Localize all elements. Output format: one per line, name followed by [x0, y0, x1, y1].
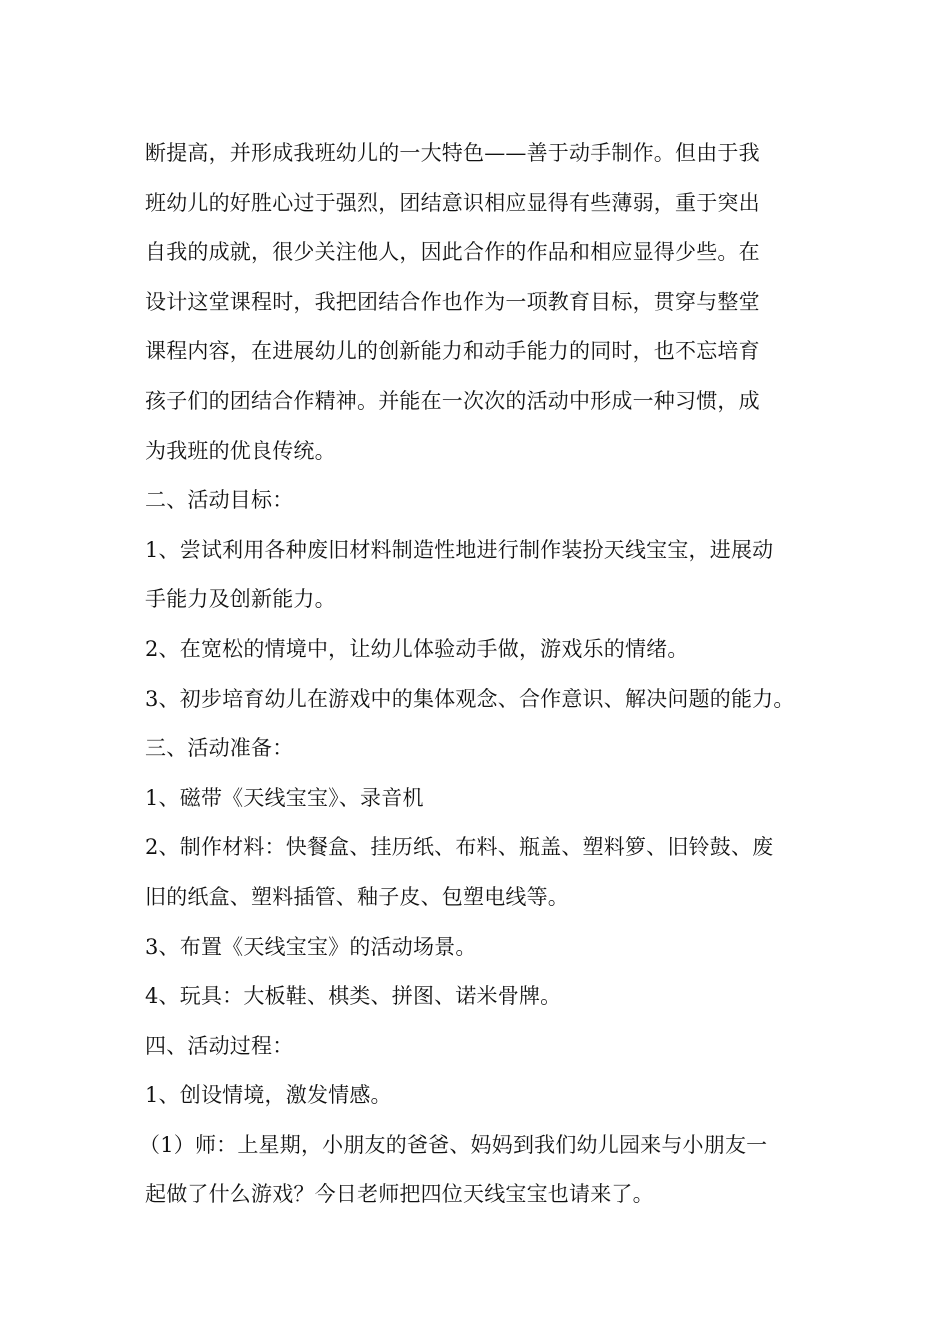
- list-item: 1、磁带《天线宝宝》、录音机: [145, 785, 424, 810]
- list-item: 2、在宽松的情境中，让幼儿体验动手做，游戏乐的情绪。: [145, 636, 689, 661]
- paragraph-line: 设计这堂课程时，我把团结合作也作为一项教育目标，贯穿与整堂: [145, 289, 760, 314]
- list-item: 3、布置《天线宝宝》的活动场景。: [145, 934, 477, 959]
- list-item: 3、初步培育幼儿在游戏中的集体观念、合作意识、解决问题的能力。: [145, 686, 795, 711]
- paragraph-line: 断提高，并形成我班幼儿的一大特色——善于动手制作。但由于我: [145, 141, 760, 165]
- section-heading: 三、活动准备：: [145, 736, 294, 761]
- document-body: [139, 129, 825, 1220]
- section-heading: 四、活动过程：: [145, 1033, 294, 1058]
- paragraph-line: 自我的成就，很少关注他人，因此合作的作品和相应显得少些。在: [145, 240, 760, 265]
- paragraph-line: 孩子们的团结合作精神。并能在一次次的活动中形成一种习惯，成: [145, 388, 760, 413]
- sub-item: （1）师：上星期，小朋友的爸爸、妈妈到我们幼儿园来与小朋友一: [139, 1132, 768, 1157]
- list-item: 1、创设情境，激发情感。: [145, 1083, 392, 1108]
- list-item: 4、玩具：大板鞋、棋类、拼图、诺米骨牌。: [145, 984, 562, 1009]
- list-item-continuation: 手能力及创新能力。: [145, 587, 336, 612]
- paragraph-line: 班幼儿的好胜心过于强烈，团结意识相应显得有些薄弱，重于突出: [145, 190, 760, 215]
- paragraph-line: 课程内容，在进展幼儿的创新能力和动手能力的同时，也不忘培育: [145, 339, 760, 364]
- paragraph-line: 为我班的优良传统。: [145, 438, 336, 463]
- section-heading: 二、活动目标：: [145, 488, 294, 513]
- list-item: 2、制作材料：快餐盒、挂历纸、布料、瓶盖、塑料箩、旧铃鼓、废: [145, 835, 774, 860]
- sub-item-continuation: 起做了什么游戏？今日老师把四位天线宝宝也请来了。: [145, 1182, 654, 1207]
- list-item-continuation: 旧的纸盒、塑料插管、釉子皮、包塑电线等。: [145, 884, 569, 909]
- list-item: 1、尝试利用各种废旧材料制造性地进行制作装扮天线宝宝，进展动: [145, 537, 774, 562]
